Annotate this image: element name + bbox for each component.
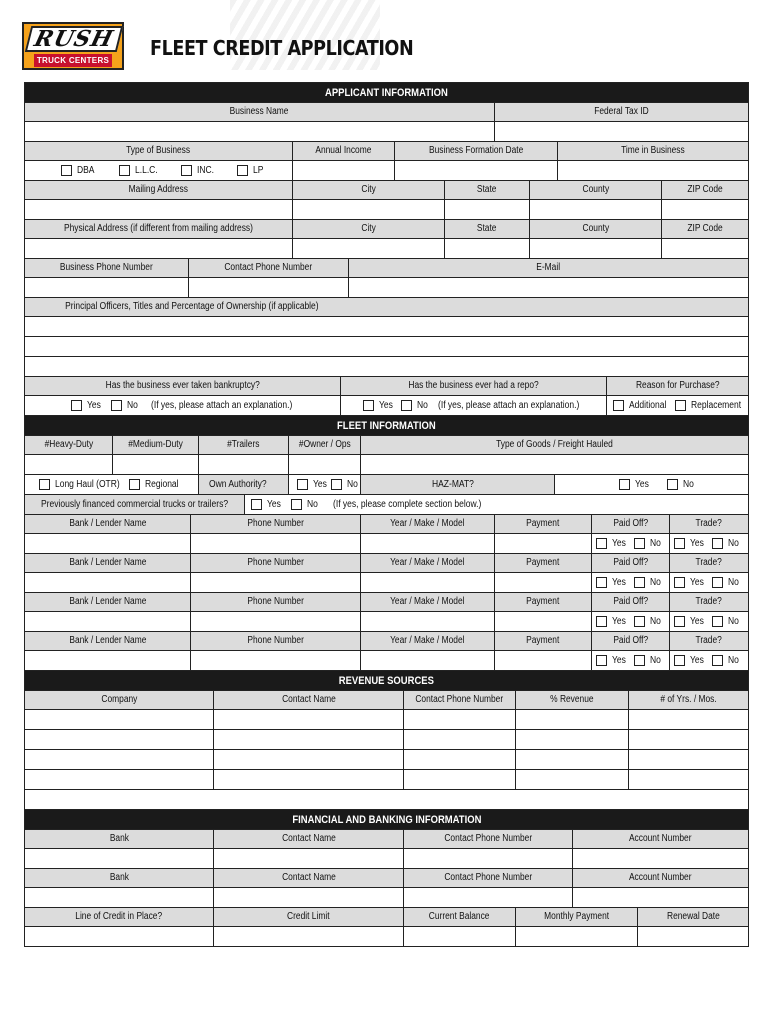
zip-field[interactable] xyxy=(662,200,748,219)
previously-financed-no-checkbox[interactable] xyxy=(291,499,302,510)
federal-tax-id-label: Federal Tax ID xyxy=(594,106,649,117)
no-label: No xyxy=(683,478,694,490)
no-label: No xyxy=(728,537,739,549)
trade-label: Trade? xyxy=(695,518,723,529)
label-row xyxy=(25,554,748,573)
dba-checkbox[interactable] xyxy=(61,165,72,176)
label-row xyxy=(25,869,748,888)
financed-vehicle-row xyxy=(25,534,748,554)
additional-checkbox[interactable] xyxy=(613,400,624,411)
revenue-row xyxy=(25,710,748,730)
trade-no-checkbox[interactable] xyxy=(712,616,723,627)
principal-officers-field[interactable] xyxy=(25,337,748,356)
label-row xyxy=(25,181,748,200)
label-row xyxy=(25,515,748,534)
trade-no-checkbox[interactable] xyxy=(712,538,723,549)
years-months-field[interactable] xyxy=(629,730,748,749)
trade-answer xyxy=(670,534,748,553)
trade-label: Trade? xyxy=(695,557,723,568)
account-number-field[interactable] xyxy=(573,849,748,868)
section-header-revenue: REVENUE SOURCES xyxy=(25,671,748,691)
phone-number-label: Phone Number xyxy=(191,515,361,533)
additional-label: Additional xyxy=(629,399,667,411)
account-number-label: Account Number xyxy=(629,833,692,844)
email-field[interactable] xyxy=(349,278,748,297)
haul-type-options xyxy=(25,475,199,494)
no-label: No xyxy=(127,399,138,411)
logo-wordmark: RUSH xyxy=(25,26,123,52)
attach-note: (If yes, please attach an explanation.) xyxy=(437,399,580,411)
physical-address-field[interactable] xyxy=(25,239,293,258)
label-row xyxy=(25,908,748,927)
payment-field[interactable] xyxy=(495,612,592,631)
bank-lender-label: Bank / Lender Name xyxy=(25,554,191,572)
label-row xyxy=(25,220,748,239)
llc-label: L.L.C. xyxy=(135,164,158,176)
yes-label: Yes xyxy=(612,615,626,627)
dba-label: DBA xyxy=(77,164,95,176)
year-make-model-label: Year / Make / Model xyxy=(361,515,495,533)
input-row xyxy=(25,122,748,142)
phone-number-label: Phone Number xyxy=(191,632,361,650)
principal-officers-field[interactable] xyxy=(25,317,748,336)
bank-lender-field[interactable] xyxy=(25,651,191,670)
bank-field[interactable] xyxy=(25,849,214,868)
company-field[interactable] xyxy=(25,770,214,789)
revenue-row xyxy=(25,750,748,770)
trailers-label: #Trailers xyxy=(199,436,289,454)
yes-label: Yes xyxy=(313,478,327,490)
bank-lender-field[interactable] xyxy=(25,573,191,592)
hazmat-answer xyxy=(555,475,748,494)
type-of-business-label: Type of Business xyxy=(25,142,293,160)
reason-question: Reason for Purchase? xyxy=(635,380,720,391)
label-row xyxy=(25,593,748,612)
trade-answer xyxy=(670,651,748,670)
no-label: No xyxy=(728,615,739,627)
renewal-date-label: Renewal Date xyxy=(666,911,720,922)
own-authority-yes-checkbox[interactable] xyxy=(297,479,308,490)
goods-hauled-label: Type of Goods / Freight Hauled xyxy=(496,439,613,450)
trade-no-checkbox[interactable] xyxy=(712,655,723,666)
hazmat-yes-checkbox[interactable] xyxy=(619,479,630,490)
current-balance-field[interactable] xyxy=(404,927,516,946)
time-in-business-field[interactable] xyxy=(558,161,748,180)
contact-phone-label: Contact Phone Number xyxy=(189,259,349,277)
credit-limit-field[interactable] xyxy=(214,927,404,946)
yes-label: Yes xyxy=(690,654,704,666)
trade-no-checkbox[interactable] xyxy=(712,577,723,588)
previously-financed-answer xyxy=(245,495,748,514)
percent-revenue-field[interactable] xyxy=(516,770,629,789)
business-type-row xyxy=(25,161,748,181)
yes-label: Yes xyxy=(379,399,393,411)
yes-label: Yes xyxy=(612,537,626,549)
state-label: State xyxy=(445,181,530,199)
payment-label: Payment xyxy=(495,554,592,572)
revenue-row xyxy=(25,730,748,750)
bank-field[interactable] xyxy=(25,888,214,907)
city-field[interactable] xyxy=(293,239,445,258)
bank-lender-label: Bank / Lender Name xyxy=(25,593,191,611)
no-label: No xyxy=(417,399,429,411)
bankruptcy-question: Has the business ever taken bankruptcy? xyxy=(25,377,341,395)
contact-phone-field[interactable] xyxy=(404,710,516,729)
principal-officers-line xyxy=(25,337,748,357)
paid-off-answer xyxy=(592,651,670,670)
credit-row xyxy=(25,927,748,947)
paid-off-label: Paid Off? xyxy=(592,554,670,572)
paid-off-label: Paid Off? xyxy=(592,593,670,611)
formation-date-field[interactable] xyxy=(395,161,558,180)
paid-off-yes-checkbox[interactable] xyxy=(596,655,607,666)
principal-officers-field[interactable] xyxy=(25,357,748,376)
principal-officers-label: Principal Officers, Titles and Percentage of Ownership (if applicable) xyxy=(65,301,319,312)
no-label: No xyxy=(347,478,359,490)
contact-phone-field[interactable] xyxy=(189,278,349,297)
replacement-checkbox[interactable] xyxy=(675,400,686,411)
llc-checkbox[interactable] xyxy=(119,165,130,176)
trade-label: Trade? xyxy=(695,635,723,646)
zip-label: ZIP Code xyxy=(687,223,723,234)
bank-row xyxy=(25,888,748,908)
own-authority-label: Own Authority? xyxy=(199,475,289,494)
county-field[interactable] xyxy=(530,239,662,258)
medium-duty-field[interactable] xyxy=(113,455,199,474)
no-label: No xyxy=(307,498,318,510)
bankruptcy-no-checkbox[interactable] xyxy=(111,400,122,411)
business-name-label: Business Name xyxy=(25,103,495,121)
label-row xyxy=(25,142,748,161)
paid-off-answer xyxy=(592,573,670,592)
bankruptcy-answer xyxy=(25,396,341,415)
paid-off-no-checkbox[interactable] xyxy=(634,538,645,549)
yes-label: Yes xyxy=(635,478,649,490)
bank-row xyxy=(25,849,748,869)
annual-income-field[interactable] xyxy=(293,161,395,180)
repo-answer xyxy=(341,396,607,415)
year-make-model-label: Year / Make / Model xyxy=(361,593,495,611)
city-label: City xyxy=(293,220,445,238)
percent-revenue-field[interactable] xyxy=(516,750,629,769)
payment-label: Payment xyxy=(495,515,592,533)
owner-ops-label: #Owner / Ops xyxy=(289,436,361,454)
years-months-field[interactable] xyxy=(629,750,748,769)
state-field[interactable] xyxy=(445,239,530,258)
logo-subtitle: TRUCK CENTERS xyxy=(34,54,112,67)
year-make-model-field[interactable] xyxy=(361,534,495,553)
phone-number-field[interactable] xyxy=(191,534,361,553)
bank-lender-label: Bank / Lender Name xyxy=(25,632,191,650)
business-name-field[interactable] xyxy=(25,122,495,141)
attach-note: (If yes, please attach an explanation.) xyxy=(151,399,293,411)
contact-phone-field[interactable] xyxy=(404,888,573,907)
goods-hauled-field[interactable] xyxy=(361,455,748,474)
contact-name-label: Contact Name xyxy=(214,691,404,709)
line-of-credit-field[interactable] xyxy=(25,927,214,946)
contact-name-label: Contact Name xyxy=(214,869,404,887)
trade-label: Trade? xyxy=(695,596,723,607)
phone-number-field[interactable] xyxy=(191,612,361,631)
previously-financed-yes-checkbox[interactable] xyxy=(251,499,262,510)
phone-number-field[interactable] xyxy=(191,573,361,592)
line-of-credit-label: Line of Credit in Place? xyxy=(25,908,214,926)
years-months-field[interactable] xyxy=(629,770,748,789)
mailing-address-label: Mailing Address xyxy=(25,181,293,199)
trailers-field[interactable] xyxy=(199,455,289,474)
owner-ops-field[interactable] xyxy=(289,455,361,474)
principal-officers-line xyxy=(25,357,748,377)
financed-vehicle-row xyxy=(25,612,748,632)
zip-label: ZIP Code xyxy=(687,184,723,195)
repo-no-checkbox[interactable] xyxy=(401,400,412,411)
label-row xyxy=(25,103,748,122)
payment-field[interactable] xyxy=(495,573,592,592)
paid-off-answer xyxy=(592,612,670,631)
contact-name-field[interactable] xyxy=(214,710,404,729)
input-row xyxy=(25,200,748,220)
no-label: No xyxy=(728,654,739,666)
time-in-business-label: Time in Business xyxy=(621,145,685,156)
section-header-financial: FINANCIAL AND BANKING INFORMATION xyxy=(25,810,748,830)
questions-answer-row xyxy=(25,396,748,416)
contact-name-field[interactable] xyxy=(214,770,404,789)
long-haul-label: Long Haul (OTR) xyxy=(55,478,120,490)
year-make-model-field[interactable] xyxy=(361,651,495,670)
bank-label: Bank xyxy=(25,869,214,887)
contact-name-field[interactable] xyxy=(214,849,404,868)
business-phone-field[interactable] xyxy=(25,278,189,297)
no-label: No xyxy=(650,576,661,588)
paid-off-label: Paid Off? xyxy=(592,515,670,533)
yes-label: Yes xyxy=(612,576,626,588)
section-spacer xyxy=(25,790,748,810)
payment-field[interactable] xyxy=(495,534,592,553)
input-row xyxy=(25,455,748,475)
long-haul-checkbox[interactable] xyxy=(39,479,50,490)
yes-label: Yes xyxy=(87,399,101,411)
bank-lender-field[interactable] xyxy=(25,534,191,553)
contact-phone-label: Contact Phone Number xyxy=(404,869,573,887)
mailing-address-field[interactable] xyxy=(25,200,293,219)
trade-yes-checkbox[interactable] xyxy=(674,577,685,588)
input-row xyxy=(25,278,748,298)
contact-name-field[interactable] xyxy=(214,730,404,749)
account-number-label: Account Number xyxy=(629,872,692,883)
phone-number-label: Phone Number xyxy=(191,554,361,572)
no-label: No xyxy=(650,537,661,549)
contact-phone-field[interactable] xyxy=(404,770,516,789)
paid-off-yes-checkbox[interactable] xyxy=(596,577,607,588)
haul-type-row xyxy=(25,475,748,495)
payment-label: Payment xyxy=(495,632,592,650)
company-label: Company xyxy=(25,691,214,709)
payment-field[interactable] xyxy=(495,651,592,670)
lp-checkbox[interactable] xyxy=(237,165,248,176)
phone-number-field[interactable] xyxy=(191,651,361,670)
formation-date-label: Business Formation Date xyxy=(395,142,558,160)
bank-lender-field[interactable] xyxy=(25,612,191,631)
monthly-payment-label: Monthly Payment xyxy=(516,908,638,926)
inc-checkbox[interactable] xyxy=(181,165,192,176)
repo-yes-checkbox[interactable] xyxy=(363,400,374,411)
page-title: FLEET CREDIT APPLICATION xyxy=(150,36,414,60)
no-label: No xyxy=(650,654,661,666)
heavy-duty-field[interactable] xyxy=(25,455,113,474)
yes-label: Yes xyxy=(690,537,704,549)
hazmat-no-checkbox[interactable] xyxy=(667,479,678,490)
state-label: State xyxy=(445,220,530,238)
contact-phone-label: Contact Phone Number xyxy=(404,830,573,848)
label-row xyxy=(25,298,748,317)
contact-phone-field[interactable] xyxy=(404,750,516,769)
bank-label: Bank xyxy=(25,830,214,848)
hazmat-label: HAZ-MAT? xyxy=(361,475,555,494)
heavy-duty-label: #Heavy-Duty xyxy=(25,436,113,454)
section-header-applicant: APPLICANT INFORMATION xyxy=(25,83,748,103)
replacement-label: Replacement xyxy=(690,399,742,411)
label-row xyxy=(25,632,748,651)
physical-address-label: Physical Address (if different from mailing address) xyxy=(25,220,293,238)
trade-answer xyxy=(670,573,748,592)
contact-name-field[interactable] xyxy=(214,888,404,907)
year-make-model-label: Year / Make / Model xyxy=(361,632,495,650)
complete-section-note: (If yes, please complete section below.) xyxy=(333,498,482,510)
year-make-model-field[interactable] xyxy=(361,612,495,631)
percent-revenue-field[interactable] xyxy=(516,730,629,749)
section-header-fleet: FLEET INFORMATION xyxy=(25,416,748,436)
no-label: No xyxy=(728,576,739,588)
rush-truck-centers-logo xyxy=(22,22,124,70)
percent-revenue-field[interactable] xyxy=(516,710,629,729)
label-row xyxy=(25,377,748,396)
years-months-field[interactable] xyxy=(629,710,748,729)
no-label: No xyxy=(650,615,661,627)
paid-off-no-checkbox[interactable] xyxy=(634,655,645,666)
regional-checkbox[interactable] xyxy=(129,479,140,490)
paid-off-no-checkbox[interactable] xyxy=(634,577,645,588)
contact-phone-field[interactable] xyxy=(404,730,516,749)
company-field[interactable] xyxy=(25,750,214,769)
revenue-row xyxy=(25,770,748,790)
phone-number-label: Phone Number xyxy=(191,593,361,611)
trade-yes-checkbox[interactable] xyxy=(674,538,685,549)
contact-name-field[interactable] xyxy=(214,750,404,769)
account-number-field[interactable] xyxy=(573,888,748,907)
city-label: City xyxy=(293,181,445,199)
county-field[interactable] xyxy=(530,200,662,219)
regional-label: Regional xyxy=(145,478,179,490)
application-form xyxy=(24,82,749,947)
financed-vehicle-row xyxy=(25,651,748,671)
company-field[interactable] xyxy=(25,730,214,749)
paid-off-label: Paid Off? xyxy=(592,632,670,650)
lp-label: LP xyxy=(253,164,264,176)
label-row xyxy=(25,436,748,455)
own-authority-no-checkbox[interactable] xyxy=(331,479,342,490)
renewal-date-field[interactable] xyxy=(638,927,748,946)
credit-limit-label: Credit Limit xyxy=(214,908,404,926)
yes-label: Yes xyxy=(267,498,281,510)
previously-financed-label: Previously financed commercial trucks or trailers? xyxy=(25,495,245,514)
percent-revenue-label: % Revenue xyxy=(516,691,629,709)
city-field[interactable] xyxy=(293,200,445,219)
yes-label: Yes xyxy=(690,576,704,588)
years-months-label: # of Yrs. / Mos. xyxy=(660,694,717,705)
paid-off-no-checkbox[interactable] xyxy=(634,616,645,627)
yes-label: Yes xyxy=(690,615,704,627)
bank-lender-label: Bank / Lender Name xyxy=(25,515,191,533)
county-label: County xyxy=(530,181,662,199)
current-balance-label: Current Balance xyxy=(404,908,516,926)
own-authority-answer xyxy=(289,475,361,494)
business-type-options xyxy=(25,161,293,180)
financed-vehicle-row xyxy=(25,573,748,593)
label-row xyxy=(25,259,748,278)
company-field[interactable] xyxy=(25,710,214,729)
medium-duty-label: #Medium-Duty xyxy=(113,436,199,454)
federal-tax-id-field[interactable] xyxy=(495,122,748,141)
contact-phone-field[interactable] xyxy=(404,849,573,868)
county-label: County xyxy=(530,220,662,238)
previously-financed-row xyxy=(25,495,748,515)
contact-name-label: Contact Name xyxy=(214,830,404,848)
annual-income-label: Annual Income xyxy=(293,142,395,160)
trade-yes-checkbox[interactable] xyxy=(674,655,685,666)
state-field[interactable] xyxy=(445,200,530,219)
paid-off-yes-checkbox[interactable] xyxy=(596,616,607,627)
principal-officers-line xyxy=(25,317,748,337)
label-row xyxy=(25,691,748,710)
business-phone-label: Business Phone Number xyxy=(25,259,189,277)
inc-label: INC. xyxy=(197,164,214,176)
email-label: E-Mail xyxy=(536,262,561,273)
zip-field[interactable] xyxy=(662,239,748,258)
reason-answer xyxy=(607,396,748,415)
repo-question: Has the business ever had a repo? xyxy=(341,377,607,395)
label-row xyxy=(25,830,748,849)
contact-phone-label: Contact Phone Number xyxy=(404,691,516,709)
paid-off-answer xyxy=(592,534,670,553)
yes-label: Yes xyxy=(612,654,626,666)
trade-yes-checkbox[interactable] xyxy=(674,616,685,627)
bankruptcy-yes-checkbox[interactable] xyxy=(71,400,82,411)
monthly-payment-field[interactable] xyxy=(516,927,638,946)
year-make-model-field[interactable] xyxy=(361,573,495,592)
payment-label: Payment xyxy=(495,593,592,611)
trade-answer xyxy=(670,612,748,631)
paid-off-yes-checkbox[interactable] xyxy=(596,538,607,549)
input-row xyxy=(25,239,748,259)
year-make-model-label: Year / Make / Model xyxy=(361,554,495,572)
